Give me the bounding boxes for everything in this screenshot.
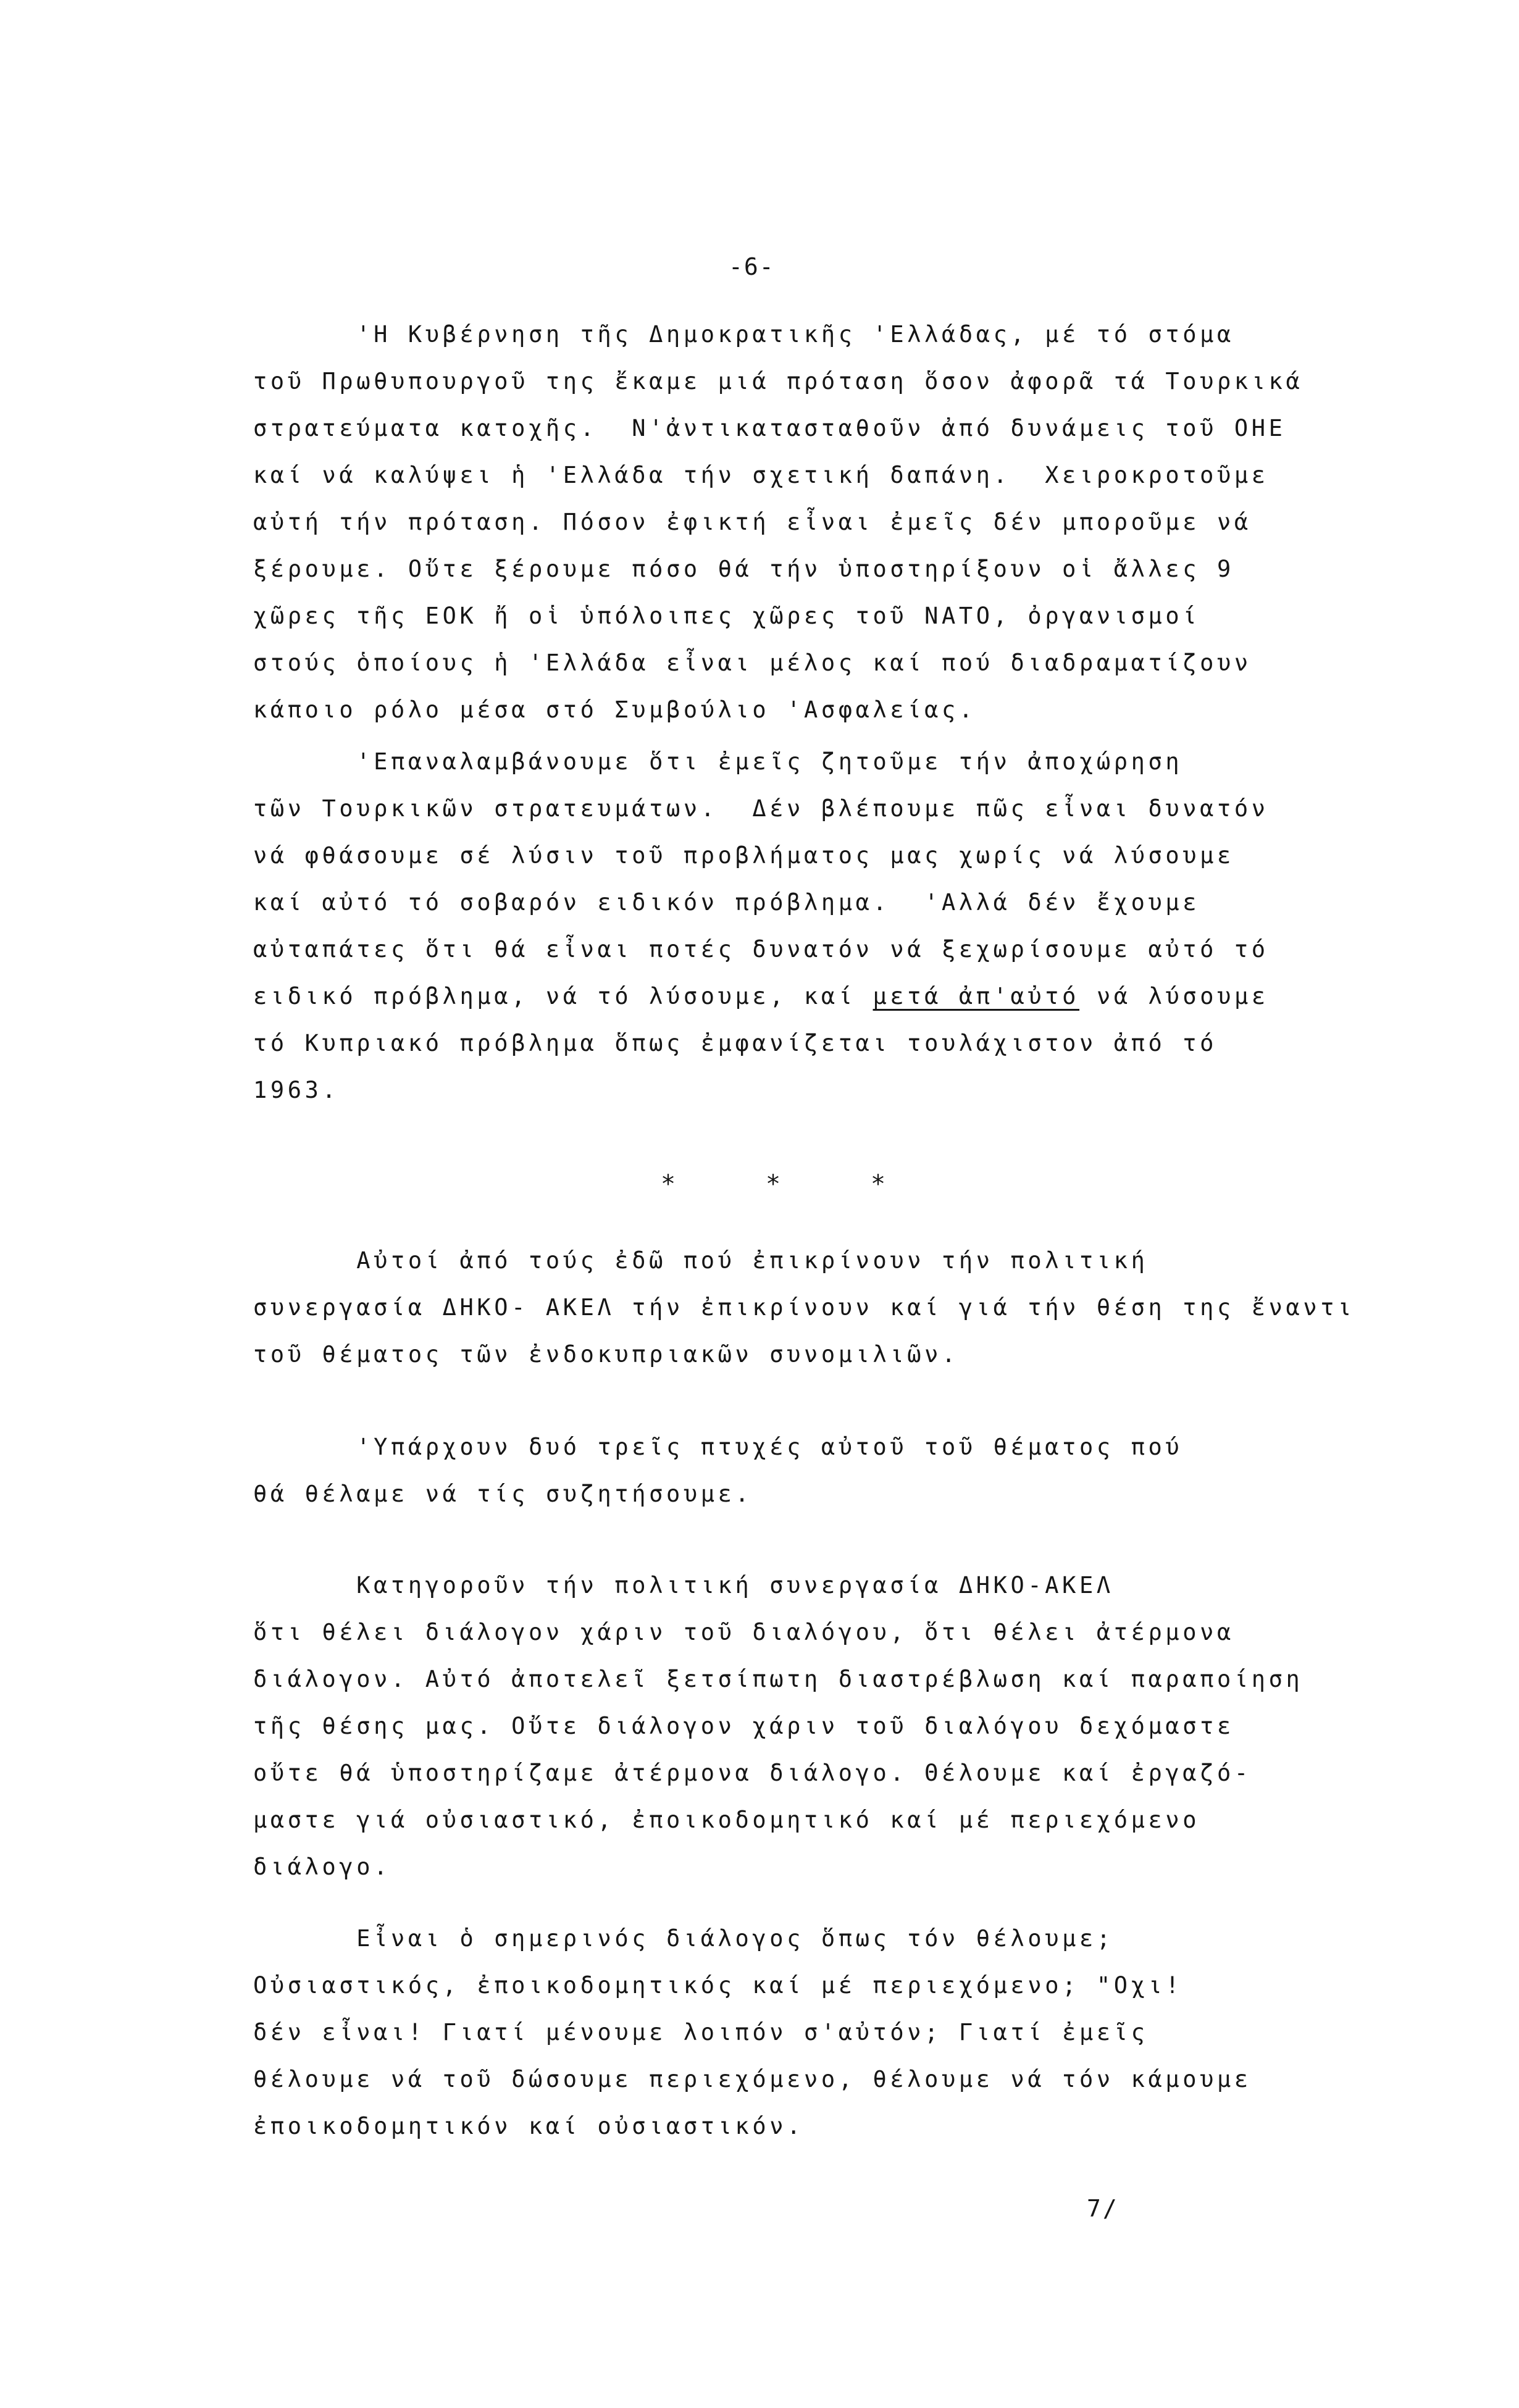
text-line-with-underline: [253, 973, 1476, 1020]
text-line: χῶρες τῆς ΕΟΚ ἤ οἱ ὑπόλοιπες χῶρες τοῦ ΝΑΤΟ, ὀργανισμοί: [253, 603, 1200, 629]
text-line: στούς ὁποίους ἡ 'Ελλάδα εἶναι μέλος καί πού διαδραματίζουν: [253, 650, 1252, 676]
text-line: θά θέλαμε νά τίς συζητήσουμε.: [253, 1481, 753, 1507]
text-line: 'Υπάρχουν δυό τρεῖς πτυχές αὐτοῦ τοῦ θέματος πού: [253, 1434, 1183, 1460]
text-segment: νά λύσουμε: [1079, 983, 1269, 1010]
text-line: τῆς θέσης μας. Οὔτε διάλογον χάριν τοῦ διαλόγου δεχόμαστε: [253, 1713, 1234, 1739]
section-separator: [661, 1170, 976, 1198]
text-line: καί νά καλύψει ἡ 'Ελλάδα τήν σχετική δαπάνη. Χειροκροτοῦμε: [253, 462, 1269, 488]
separator-star: *: [661, 1170, 676, 1198]
paragraph-6: [253, 1915, 1476, 2150]
text-line: αὐτή τήν πρόταση. Πόσον ἐφικτή εἶναι ἐμεῖς δέν μποροῦμε νά: [253, 509, 1252, 535]
text-line: Οὐσιαστικός, ἐποικοδομητικός καί μέ περιεχόμενο; "Οχι!: [253, 1972, 1183, 1999]
text-segment: ειδικό πρόβλημα, νά τό λύσουμε, καί: [253, 983, 873, 1010]
separator-star: *: [766, 1170, 781, 1198]
text-line: Κατηγοροῦν τήν πολιτική συνεργασία ΔΗΚΟ-ΑΚΕΛ: [253, 1572, 1114, 1599]
text-line: νά φθάσουμε σέ λύσιν τοῦ προβλήματος μας χωρίς νά λύσουμε: [253, 842, 1234, 869]
text-line: καί αὐτό τό σοβαρόν ειδικόν πρόβλημα. 'Αλλά δέν ἔχουμε: [253, 889, 1200, 916]
paragraph-5: [253, 1562, 1476, 1891]
text-line: 'Επαναλαμβάνουμε ὅτι ἐμεῖς ζητοῦμε τήν ἀποχώρηση: [253, 748, 1183, 775]
paragraph-4: [253, 1424, 1476, 1518]
text-line: κάποιο ρόλο μέσα στό Συμβούλιο 'Ασφαλείας.: [253, 696, 976, 723]
text-line: ξέρουμε. Οὔτε ξέρουμε πόσο θά τήν ὑποστηρίξουν οἱ ἄλλες 9: [253, 556, 1234, 582]
text-line: οὔτε θά ὑποστηρίζαμε ἀτέρμονα διάλογο. Θέλουμε καί ἐργαζό-: [253, 1760, 1252, 1786]
text-line: μαστε γιά οὐσιαστικό, ἐποικοδομητικό καί μέ περιεχόμενο: [253, 1807, 1200, 1833]
paragraph-3: [253, 1237, 1476, 1378]
page-number: -6-: [729, 253, 775, 280]
text-line: τό Κυπριακό πρόβλημα ὅπως ἐμφανίζεται τουλάχιστον ἀπό τό: [253, 1030, 1218, 1056]
text-line: 1963.: [253, 1077, 340, 1103]
text-line: συνεργασία ΔΗΚΟ- ΑΚΕΛ τήν ἐπικρίνουν καί γιά τήν θέση της ἔναντι: [253, 1294, 1355, 1321]
text-line: διάλογο.: [253, 1854, 391, 1880]
text-line: αὐταπάτες ὅτι θά εἶναι ποτές δυνατόν νά ξεχωρίσουμε αὐτό τό: [253, 936, 1269, 963]
text-line: δέν εἶναι! Γιατί μένουμε λοιπόν σ'αὐτόν; Γιατί ἐμεῖς: [253, 2019, 1149, 2046]
text-line: στρατεύματα κατοχῆς. Ν'ἀντικατασταθοῦν ἀπό δυνάμεις τοῦ ΟΗΕ: [253, 415, 1286, 441]
underlined-phrase: μετά ἀπ'αὐτό: [872, 983, 1080, 1010]
text-line: θέλουμε νά τοῦ δώσουμε περιεχόμενο, θέλουμε νά τόν κάμουμε: [253, 2066, 1252, 2092]
text-line: τοῦ Πρωθυπουργοῦ της ἔκαμε μιά πρόταση ὅσον ἀφορᾶ τά Τουρκικά: [253, 368, 1303, 395]
text-line: Εἶναι ὁ σημερινός διάλογος ὅπως τόν θέλουμε;: [253, 1925, 1114, 1952]
text-line: τοῦ θέματος τῶν ἐνδοκυπριακῶν συνομιλιῶν.: [253, 1341, 959, 1368]
text-line: διάλογον. Αὐτό ἀποτελεῖ ξετσίπωτη διαστρέβλωση καί παραποίηση: [253, 1666, 1303, 1692]
separator-star: *: [871, 1170, 886, 1198]
paragraph-1: [253, 311, 1476, 734]
paragraph-2: [253, 738, 1476, 1114]
text-line: ὅτι θέλει διάλογον χάριν τοῦ διαλόγου, ὅτι θέλει ἀτέρμονα: [253, 1619, 1234, 1645]
text-line: ἐποικοδομητικόν καί οὐσιαστικόν.: [253, 2113, 805, 2139]
text-line: 'Η Κυβέρνηση τῆς Δημοκρατικῆς 'Ελλάδας, μέ τό στόμα: [253, 321, 1234, 348]
text-line: τῶν Τουρκικῶν στρατευμάτων. Δέν βλέπουμε πῶς εἶναι δυνατόν: [253, 795, 1269, 822]
text-line: Αὐτοί ἀπό τούς ἐδῶ πού ἐπικρίνουν τήν πολιτική: [253, 1247, 1149, 1274]
continuation-marker: 7/: [1087, 2195, 1119, 2222]
